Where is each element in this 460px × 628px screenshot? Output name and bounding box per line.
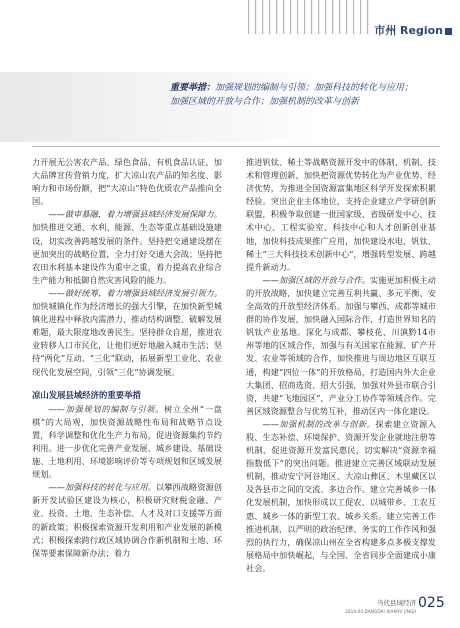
section-label: 市州 Region bbox=[374, 24, 443, 37]
key-points-line2: 加强区域的开放与合作；加强机制的改革与创新 bbox=[170, 97, 360, 107]
key-points-label: 重要举措： bbox=[170, 83, 216, 93]
lead-in: ——加强科技的转化与应用。 bbox=[48, 482, 156, 493]
page-number: 025 bbox=[418, 595, 445, 611]
magazine-name bbox=[330, 598, 416, 614]
paragraph bbox=[32, 208, 222, 287]
paragraph-body: 加快城镇化作为经济增长的强大引擎，在加快新型城镇化进程中释放内需潜力、推动结构调整、破解发展难题，最大限度地改善民生。坚持群众自愿，推进农业转移人口市民化，让他们更好地融入城市生活；坚持“两化”互动、“三化”联动，拓展新型工业化、农业现代化发展空间，引领“三化”协调发展。 bbox=[32, 301, 222, 377]
magazine-title: 当代县域经济 bbox=[377, 599, 416, 607]
right-column bbox=[246, 156, 436, 575]
paragraph-body: 以攀西战略资源创新开发试验区建设为核心，积极研究财税金融、产业、投资、土地、生态补偿、人才及对口支援等方面的新政策；积极探索资源开发利用和产业发展的新模式；积极探索跨行政区域协调合作新机制和土地、环保等要素保障新办法；着力 bbox=[32, 482, 222, 558]
key-points-line1: 加强规划的编制与引领；加强科技的转化与应用； bbox=[215, 83, 414, 93]
paragraph-body: 实施更加积极主动的开放战略，加快建立完善互利共赢、多元平衡、安全高效的开放型经济体系。加强与攀西、成都等城市群的协作发展，加快融入国际合作，打造世界知名的钒钛产业基地。深化与成都、攀枝花、川滇黔14市州等地的区域合作，加强与有关国家在能源、矿产开发、农业等领域的合作，加快推进与周边地区互联互通，构建“四位一体”的开放格局，打造国内外大企业大集团、招商选资、招大引强，加强对外县市联合引资，共建“飞地园区”，产业分工协作等领域合作。完善区域资源整合与优势互补，推动区内一体化建设。 bbox=[246, 274, 436, 416]
paragraph bbox=[32, 403, 222, 482]
paragraph: 推进钒钛、稀土等战略资源开发中的体制、机制、技术和管理创新，加快把资源优势转化为产业优势、经济优势，为推进全国资源富集地区科学开发探索积累经验。突出企业主体地位，支持企业建立产学研创新联盟，积极争取创建一批国家级、省级研发中心、技术中心、工程实验室、科技中心和人才创新创业基地，加快科技成果推广应用，加快建设水电、钒钛、稀土“三大科技技术创新中心”，增强转型发展、跨越提升新动力。 bbox=[246, 157, 436, 272]
left-column bbox=[32, 156, 222, 560]
paragraph: 力开展无公害农产品、绿色食品、有机食品认证，加大品牌宣传营销力度，扩大凉山农产品的知名度、影响力和市场份额，把“大凉山”特色优质农产品推向全国。 bbox=[32, 157, 222, 207]
section-heading: 凉山发展县域经济的重要举措 bbox=[32, 389, 141, 400]
square-marker-icon bbox=[445, 28, 452, 35]
paragraph bbox=[32, 481, 222, 560]
paragraph bbox=[32, 287, 222, 379]
lead-in: ——加强规划的编制与引领。 bbox=[48, 403, 165, 414]
section-header bbox=[374, 22, 452, 38]
divider bbox=[32, 146, 440, 147]
lead-in: ——做好统筹，着力增强县域经济发展引领力。 bbox=[48, 287, 222, 298]
key-points-banner bbox=[0, 72, 460, 142]
issue-info: 2014.04 DANGDAI XIANYU JINGJI bbox=[345, 609, 416, 614]
key-points-text bbox=[170, 81, 440, 109]
paragraph-body: 树立全州“一盘棋”的大局观，加快资源战略性布局和战略节点设置，科学调整和优化生产力布局，促进资源集约节约利用。进一步优化完善产业发展、城乡建设、基础设施、土地利用、环境影响评价等专项规划和区域发展规划。 bbox=[32, 403, 222, 480]
lead-in: ——做审慕融，着力增强县域经济发展保障力。 bbox=[48, 209, 222, 220]
paragraph bbox=[246, 274, 436, 418]
paragraph-body: 探索建立资源入股、生态补偿、环境保护、资源开发企业就地注册等机制，促进资源开发富民惠民，切实解决“资源幸福指数低下”的突出问题。推进建立完善区域联动发展机制，推动安宁河谷地区、大凉山彝区、木里藏区以及各县市之间的交流、多边合作。建立完善城乡一体化发展机制，加快形成以工促农、以城带乡、工农互惠、城乡一体的新型工农、城乡关系。建立完善工作推进机制，以严明的政治纪律、务实的工作作风和强烈的执行力，确保凉山州在全省构建多点多极支撑发展格局中加快崛起，与全国、全省同步全面建成小康社会。 bbox=[246, 418, 436, 573]
lead-in: ——加强机制的改革与创新。 bbox=[262, 418, 376, 429]
paragraph bbox=[246, 418, 436, 575]
paragraph-body: 加快推进交通、水利、能源、生态等重点基础设施建设，切实改善跨越发展的条件。坚持把交通建设摆在更加突出的战略位置，全力打好交通大会战；坚持把农田水利基本建设作为重中之重，着力提高农业综合生产能力和抵御自然灾害风险的能力。 bbox=[32, 222, 222, 285]
lead-in: ——加强区域的开放与合作。 bbox=[262, 274, 370, 285]
